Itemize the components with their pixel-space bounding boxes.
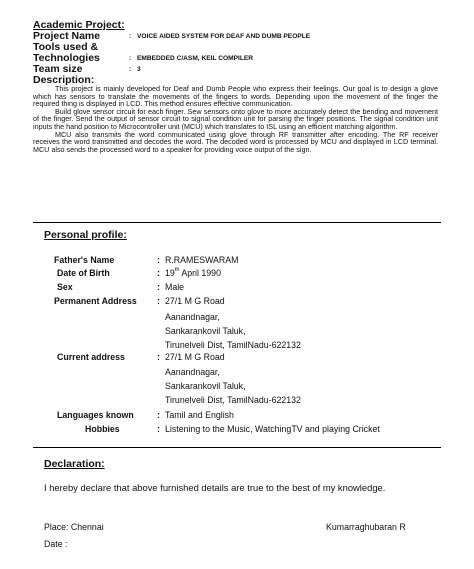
permanent-address-line: : 27/1 M G Road — [157, 296, 225, 306]
project-description — [33, 85, 438, 153]
languages-value: : Tamil and English — [157, 410, 234, 420]
place-label: Place: Chennai — [44, 522, 104, 532]
current-address-line: Tirunelveli Dist, TamilNadu-622132 — [165, 395, 301, 405]
sex-value: : Male — [157, 282, 185, 292]
date-label: Date : — [44, 539, 68, 549]
current-address-line: Sankarankovil Taluk, — [165, 381, 246, 391]
declaration-heading: Declaration: — [44, 458, 105, 470]
technologies-label: Technologies — [33, 52, 100, 64]
languages-label: Languages known — [57, 410, 134, 420]
current-address-label: Current address — [57, 352, 125, 362]
tools-label: Tools used & — [33, 41, 99, 53]
hobbies-label: Hobbies — [85, 424, 120, 434]
team-size-label: Team size — [33, 63, 83, 75]
permanent-address-line: Tirunelveli Dist, TamilNadu-622132 — [165, 340, 301, 350]
dob-label: Date of Birth — [57, 268, 110, 278]
declaration-text: I hereby declare that above furnished details are true to the best of my knowledge. — [44, 482, 386, 493]
current-address-line: : 27/1 M G Road — [157, 352, 225, 362]
current-address-line: Aanandnagar, — [165, 367, 220, 377]
description-paragraph: MCU also transmits the word communicated using glove through RF transmitter after encoding. The RF receiver receives the word transmitted and decodes the word. The decoded word is processed by MCU and displayed in LCD terminal. MCU also sends the processed word to a speaker for providing voice output of the sign. — [33, 129, 438, 154]
permanent-address-label: Permanent Address — [54, 296, 137, 306]
project-name-label: Project Name — [33, 30, 101, 42]
project-name-value: : VOICE AIDED SYSTEM FOR DEAF AND DUMB PEOPLE — [129, 33, 311, 40]
description-label: Description: — [33, 74, 95, 86]
personal-profile-heading: Personal profile: — [44, 229, 127, 241]
section-divider — [33, 222, 441, 223]
hobbies-value: : Listening to the Music, WatchingTV and playing Cricket — [157, 424, 380, 434]
description-paragraph: Build glove sensor circuit for each finger. Sew sensors onto glove to more accurately detect the bending and movement of the finger. Send the output of sensor circuit to signal condition unit for parsing the finger positions. The signal condition unit inputs the hand position to Microcontroller unit (MCU) which translates to ISL using an efficient matching algorithm. — [33, 106, 438, 131]
signature-name: Kumarraghubaran R — [326, 522, 406, 532]
description-paragraph: This project is mainly developed for Deaf and Dumb People who express their feelings. Our goal is to design a glove which has sensors to translate the movements of the fingers to words. Depending upon the movement of the finger the required thing is displayed in LCD. This method ensures effective communication. — [33, 84, 438, 109]
technologies-value: : EMBEDDED C/ASM, KEIL COMPILER — [129, 55, 254, 62]
sex-label: Sex — [57, 282, 73, 292]
permanent-address-line: Sankarankovil Taluk, — [165, 326, 246, 336]
academic-project-heading: Academic Project: — [33, 19, 125, 31]
dob-value: : 19th April 1990 — [157, 267, 221, 278]
team-size-value: : 3 — [129, 66, 141, 73]
fathers-name-label: Father's Name — [54, 255, 115, 265]
section-divider — [33, 447, 441, 448]
permanent-address-line: Aanandnagar, — [165, 312, 220, 322]
fathers-name-value: : R.RAMESWARAM — [157, 255, 239, 265]
